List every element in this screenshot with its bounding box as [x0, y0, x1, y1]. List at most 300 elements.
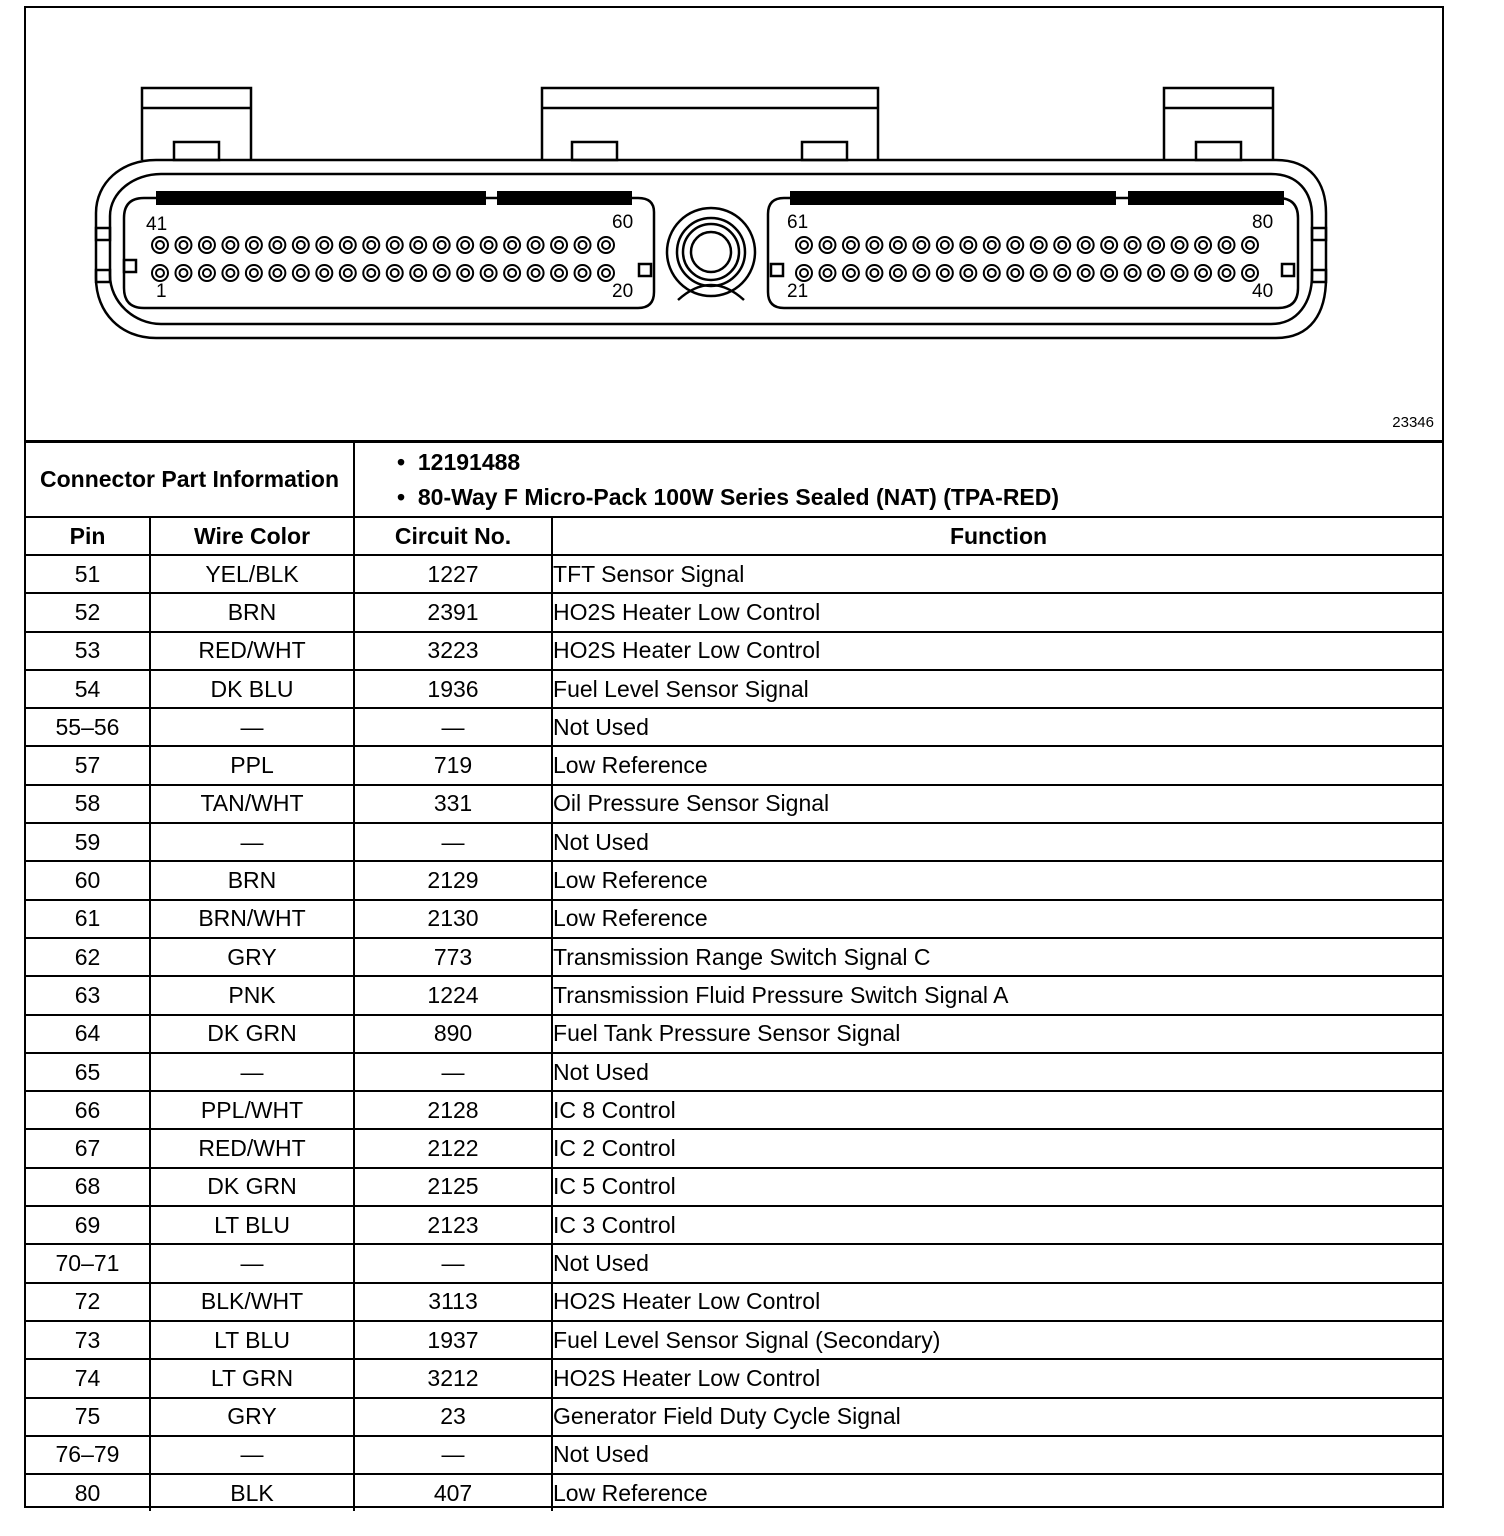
cell-pin: 73 [26, 1321, 150, 1359]
pin-label-60: 60 [612, 212, 634, 233]
cell-wire-color: BLK [150, 1474, 354, 1511]
center-latch-tab [542, 88, 878, 160]
pin-hole [1195, 265, 1211, 281]
table-row [26, 900, 1444, 938]
pin-hole-inner [226, 269, 234, 277]
pin-hole-inner [532, 269, 540, 277]
table-row [26, 593, 1444, 631]
cell-pin: 58 [26, 785, 150, 823]
pin-hole [363, 265, 379, 281]
pin-hole-inner [1152, 241, 1160, 249]
pin-hole [1031, 237, 1047, 253]
pin-label-61: 61 [787, 212, 809, 233]
cell-function: Not Used [552, 1436, 1444, 1474]
cell-wire-color: GRY [150, 1398, 354, 1436]
pin-hole-inner [1199, 241, 1207, 249]
cell-pin: 64 [26, 1015, 150, 1053]
center-latch-slot-right [802, 142, 847, 160]
pin-hole [504, 237, 520, 253]
table-row [26, 708, 1444, 746]
pin-hole-inner [917, 241, 925, 249]
pin-hole [1078, 237, 1094, 253]
right-latch-tab-slot [1196, 142, 1241, 160]
pin-hole [387, 265, 403, 281]
pin-hole-inner [203, 241, 211, 249]
pin-hole [152, 237, 168, 253]
pin-hole [1148, 265, 1164, 281]
pin-label-41: 41 [146, 214, 168, 235]
pin-hole-inner [870, 241, 878, 249]
pin-label-21: 21 [787, 281, 809, 302]
cell-function: Fuel Tank Pressure Sensor Signal [552, 1015, 1444, 1053]
cell-circuit: 2391 [354, 593, 552, 631]
pin-hole-inner [800, 269, 808, 277]
pin-hole-inner [273, 269, 281, 277]
column-header-pin: Pin [26, 517, 150, 555]
column-header-wire-color: Wire Color [150, 517, 354, 555]
cell-circuit: 3113 [354, 1283, 552, 1321]
table-row [26, 861, 1444, 899]
cell-wire-color: — [150, 823, 354, 861]
pin-hole [293, 265, 309, 281]
pin-hole-inner [367, 269, 375, 277]
pin-hole [937, 265, 953, 281]
pin-hole-inner [297, 269, 305, 277]
pin-hole-inner [579, 269, 587, 277]
pin-hole-inner [1199, 269, 1207, 277]
pin-hole [598, 237, 614, 253]
pin-hole [293, 237, 309, 253]
pin-hole-inner [602, 269, 610, 277]
cell-circuit: 773 [354, 938, 552, 976]
connector-part-number: • 12191488 [397, 445, 1444, 480]
pin-hole-inner [391, 269, 399, 277]
cell-pin: 53 [26, 632, 150, 670]
pin-hole [890, 237, 906, 253]
pin-hole-inner [1035, 241, 1043, 249]
pin-hole-inner [800, 241, 808, 249]
cell-pin: 80 [26, 1474, 150, 1511]
right-key-bar-a [790, 191, 1116, 205]
pin-hole [481, 237, 497, 253]
cell-wire-color: DK GRN [150, 1168, 354, 1206]
table-row [26, 555, 1444, 593]
pin-hole [363, 237, 379, 253]
right-cavity-key-b [1282, 264, 1294, 276]
pin-hole [575, 265, 591, 281]
pin-hole [960, 237, 976, 253]
cell-pin: 55–56 [26, 708, 150, 746]
cell-pin: 51 [26, 555, 150, 593]
cell-function: IC 3 Control [552, 1206, 1444, 1244]
cell-function: IC 5 Control [552, 1168, 1444, 1206]
pin-hole [575, 237, 591, 253]
cell-wire-color: BLK/WHT [150, 1283, 354, 1321]
table-row [26, 1398, 1444, 1436]
pin-hole [481, 265, 497, 281]
pin-hole-inner [1223, 269, 1231, 277]
cell-wire-color: — [150, 708, 354, 746]
pin-hole [1148, 237, 1164, 253]
pin-hole [316, 237, 332, 253]
cell-wire-color: LT BLU [150, 1206, 354, 1244]
cell-pin: 67 [26, 1129, 150, 1167]
pin-hole [340, 237, 356, 253]
table-row [26, 1283, 1444, 1321]
pin-hole-inner [1105, 241, 1113, 249]
pin-hole [796, 265, 812, 281]
table-row [26, 938, 1444, 976]
pin-hole-inner [847, 241, 855, 249]
cell-circuit: 2129 [354, 861, 552, 899]
cell-wire-color: RED/WHT [150, 632, 354, 670]
pin-label-1: 1 [156, 281, 167, 302]
pin-hole-inner [555, 241, 563, 249]
pin-hole [246, 265, 262, 281]
pin-hole [528, 237, 544, 253]
pin-hole [1054, 237, 1070, 253]
pin-hole-inner [367, 241, 375, 249]
cell-pin: 66 [26, 1091, 150, 1129]
pin-hole [1007, 265, 1023, 281]
pin-hole-inner [1082, 241, 1090, 249]
pin-hole [1242, 265, 1258, 281]
pin-hole-inner [461, 241, 469, 249]
cell-function: Not Used [552, 823, 1444, 861]
pin-hole-inner [508, 241, 516, 249]
cell-wire-color: — [150, 1436, 354, 1474]
pin-hole-inner [414, 269, 422, 277]
pin-hole [222, 265, 238, 281]
cell-circuit: — [354, 1053, 552, 1091]
table-row [26, 1015, 1444, 1053]
pin-hole-inner [1152, 269, 1160, 277]
left-latch-tab-slot [174, 142, 219, 160]
cell-circuit: — [354, 1436, 552, 1474]
cell-pin: 59 [26, 823, 150, 861]
cell-function: Not Used [552, 1244, 1444, 1282]
pin-hole [1101, 265, 1117, 281]
table-row [26, 670, 1444, 708]
pin-hole [457, 237, 473, 253]
cell-function: Low Reference [552, 861, 1444, 899]
cell-circuit: 407 [354, 1474, 552, 1511]
center-jack-screw-outer [667, 208, 755, 296]
pin-hole-inner [1246, 269, 1254, 277]
pin-hole-inner [156, 241, 164, 249]
pin-hole [410, 237, 426, 253]
cell-function: Generator Field Duty Cycle Signal [552, 1398, 1444, 1436]
pin-hole-inner [602, 241, 610, 249]
cell-function: Low Reference [552, 900, 1444, 938]
pin-hole [796, 237, 812, 253]
connector-info-value [354, 442, 1444, 518]
cell-function: Not Used [552, 1053, 1444, 1091]
pin-hole-inner [1105, 269, 1113, 277]
right-side-clip-bottom [1312, 270, 1326, 282]
pin-hole [504, 265, 520, 281]
pin-hole [1242, 237, 1258, 253]
cell-wire-color: LT BLU [150, 1321, 354, 1359]
right-key-bar-b [1128, 191, 1284, 205]
pin-hole [175, 237, 191, 253]
cell-circuit: 2125 [354, 1168, 552, 1206]
cell-circuit: 1937 [354, 1321, 552, 1359]
pin-hole [960, 265, 976, 281]
table-row [26, 1168, 1444, 1206]
pin-hole [843, 265, 859, 281]
pin-hole [1219, 237, 1235, 253]
pin-hole-inner [461, 269, 469, 277]
right-cavity-key-a [771, 264, 783, 276]
pin-hole-inner [1058, 269, 1066, 277]
cell-wire-color: RED/WHT [150, 1129, 354, 1167]
pin-hole [246, 237, 262, 253]
cell-function: Low Reference [552, 1474, 1444, 1511]
pin-hole [199, 237, 215, 253]
connector-description: • 80-Way F Micro-Pack 100W Series Sealed (NAT) (TPA-RED) [397, 480, 1444, 515]
cell-wire-color: GRY [150, 938, 354, 976]
pin-hole [1007, 237, 1023, 253]
cell-pin: 61 [26, 900, 150, 938]
cell-wire-color: LT GRN [150, 1359, 354, 1397]
pin-hole-inner [917, 269, 925, 277]
table-row [26, 785, 1444, 823]
pin-hole-inner [320, 241, 328, 249]
cell-function: Low Reference [552, 746, 1444, 784]
cell-function: HO2S Heater Low Control [552, 593, 1444, 631]
connector-info-row [26, 442, 1444, 518]
center-jack-screw-inner [691, 232, 731, 272]
table-row [26, 976, 1444, 1014]
connector-figure [26, 8, 1446, 440]
cell-wire-color: PNK [150, 976, 354, 1014]
cell-wire-color: — [150, 1053, 354, 1091]
pin-hole-inner [555, 269, 563, 277]
pin-hole-inner [1223, 241, 1231, 249]
cell-function: HO2S Heater Low Control [552, 632, 1444, 670]
cell-function: Oil Pressure Sensor Signal [552, 785, 1444, 823]
cell-pin: 60 [26, 861, 150, 899]
cell-circuit: 2128 [354, 1091, 552, 1129]
pin-hole-inner [1176, 269, 1184, 277]
cell-function: Fuel Level Sensor Signal [552, 670, 1444, 708]
cell-circuit: 2130 [354, 900, 552, 938]
cell-circuit: 719 [354, 746, 552, 784]
pin-hole-inner [438, 241, 446, 249]
cell-function: Fuel Level Sensor Signal (Secondary) [552, 1321, 1444, 1359]
left-latch-tab [142, 88, 251, 160]
cell-function: HO2S Heater Low Control [552, 1359, 1444, 1397]
pin-hole [340, 265, 356, 281]
pin-hole-inner [823, 269, 831, 277]
pin-hole-inner [391, 241, 399, 249]
cell-wire-color: DK GRN [150, 1015, 354, 1053]
connector-info-label: Connector Part Information [26, 442, 354, 518]
pin-hole-inner [1082, 269, 1090, 277]
left-cavity-key-a [124, 260, 136, 272]
pin-hole-inner [941, 269, 949, 277]
pin-hole [1078, 265, 1094, 281]
pin-label-40: 40 [1252, 281, 1274, 302]
pin-hole [843, 237, 859, 253]
pin-hole-inner [297, 241, 305, 249]
pin-hole-inner [273, 241, 281, 249]
cell-function: IC 8 Control [552, 1091, 1444, 1129]
cell-circuit: 3212 [354, 1359, 552, 1397]
pin-holes [152, 237, 1258, 281]
pin-hole [866, 237, 882, 253]
table-row [26, 1474, 1444, 1511]
pin-hole-inner [1011, 241, 1019, 249]
pin-hole [890, 265, 906, 281]
table-row [26, 1244, 1444, 1282]
pin-hole [1125, 237, 1141, 253]
cell-wire-color: PPL [150, 746, 354, 784]
pin-hole-inner [179, 241, 187, 249]
table-row [26, 1359, 1444, 1397]
pin-hole [551, 237, 567, 253]
cell-circuit: 1936 [354, 670, 552, 708]
pin-hole-inner [964, 269, 972, 277]
pin-hole [984, 265, 1000, 281]
cell-pin: 72 [26, 1283, 150, 1321]
cell-pin: 65 [26, 1053, 150, 1091]
cell-pin: 52 [26, 593, 150, 631]
table-row [26, 632, 1444, 670]
cell-wire-color: TAN/WHT [150, 785, 354, 823]
pin-hole-inner [532, 241, 540, 249]
pin-hole-inner [203, 269, 211, 277]
table-row [26, 746, 1444, 784]
cell-circuit: 331 [354, 785, 552, 823]
column-header-circuit: Circuit No. [354, 517, 552, 555]
left-side-clip-top [96, 228, 110, 240]
pin-hole [1101, 237, 1117, 253]
pin-hole-inner [179, 269, 187, 277]
pin-hole [175, 265, 191, 281]
table-row [26, 1321, 1444, 1359]
cell-wire-color: DK BLU [150, 670, 354, 708]
pin-hole [152, 265, 168, 281]
cell-pin: 54 [26, 670, 150, 708]
pin-hole-inner [988, 241, 996, 249]
pin-hole-inner [894, 269, 902, 277]
left-side-clip-bottom [96, 270, 110, 282]
left-cavity-key-b [639, 264, 651, 276]
column-header-function: Function [552, 517, 1444, 555]
pin-hole-inner [847, 269, 855, 277]
pin-hole-inner [1011, 269, 1019, 277]
pin-hole [457, 265, 473, 281]
cell-circuit: 1224 [354, 976, 552, 1014]
cell-wire-color: PPL/WHT [150, 1091, 354, 1129]
pin-hole [316, 265, 332, 281]
pin-hole-inner [485, 241, 493, 249]
right-side-clip-top [1312, 228, 1326, 240]
pin-hole [1172, 265, 1188, 281]
pin-hole-inner [485, 269, 493, 277]
cell-circuit: — [354, 823, 552, 861]
column-header-row [26, 517, 1444, 555]
pin-hole [984, 237, 1000, 253]
pin-hole-inner [250, 269, 258, 277]
cell-function: IC 2 Control [552, 1129, 1444, 1167]
table-row [26, 1053, 1444, 1091]
cell-circuit: 23 [354, 1398, 552, 1436]
table-row [26, 1206, 1444, 1244]
pin-hole [866, 265, 882, 281]
center-latch-slot-left [572, 142, 617, 160]
figure-number: 23346 [1392, 414, 1434, 431]
pin-hole-inner [1058, 241, 1066, 249]
pin-hole [913, 237, 929, 253]
cell-function: Transmission Fluid Pressure Switch Signal A [552, 976, 1444, 1014]
cell-pin: 63 [26, 976, 150, 1014]
pin-hole [598, 265, 614, 281]
pin-hole [819, 265, 835, 281]
cell-pin: 57 [26, 746, 150, 784]
pin-hole-inner [941, 241, 949, 249]
cell-wire-color: — [150, 1244, 354, 1282]
pin-hole [1125, 265, 1141, 281]
cell-pin: 75 [26, 1398, 150, 1436]
connector-drawing [26, 8, 1446, 440]
pin-hole [1172, 237, 1188, 253]
cell-circuit: 2123 [354, 1206, 552, 1244]
pin-hole-inner [250, 241, 258, 249]
pin-hole [528, 265, 544, 281]
cell-function: TFT Sensor Signal [552, 555, 1444, 593]
pin-hole-inner [1246, 241, 1254, 249]
pin-hole-inner [894, 241, 902, 249]
pin-hole-inner [438, 269, 446, 277]
cell-pin: 76–79 [26, 1436, 150, 1474]
pin-hole-inner [226, 241, 234, 249]
connector-document [24, 6, 1444, 1508]
pin-hole-inner [579, 241, 587, 249]
cell-circuit: 2122 [354, 1129, 552, 1167]
table-row [26, 1091, 1444, 1129]
pinout-table [26, 440, 1444, 1511]
pin-label-80: 80 [1252, 212, 1274, 233]
cell-pin: 70–71 [26, 1244, 150, 1282]
pin-hole-inner [508, 269, 516, 277]
cell-wire-color: BRN [150, 593, 354, 631]
cell-circuit: 3223 [354, 632, 552, 670]
pin-hole [199, 265, 215, 281]
pin-hole [410, 265, 426, 281]
pin-hole [1195, 237, 1211, 253]
pin-hole [1054, 265, 1070, 281]
pin-hole-inner [156, 269, 164, 277]
pin-hole [819, 237, 835, 253]
pin-hole-inner [414, 241, 422, 249]
pin-hole [1219, 265, 1235, 281]
pin-hole [222, 237, 238, 253]
cell-circuit: — [354, 1244, 552, 1282]
connector-housing-outer [96, 160, 1326, 338]
pin-hole-inner [964, 241, 972, 249]
right-latch-tab [1164, 88, 1273, 160]
cell-pin: 74 [26, 1359, 150, 1397]
pin-hole [913, 265, 929, 281]
pin-hole [937, 237, 953, 253]
table-row [26, 823, 1444, 861]
pin-hole-inner [1129, 241, 1137, 249]
pin-hole [269, 265, 285, 281]
cell-wire-color: BRN/WHT [150, 900, 354, 938]
